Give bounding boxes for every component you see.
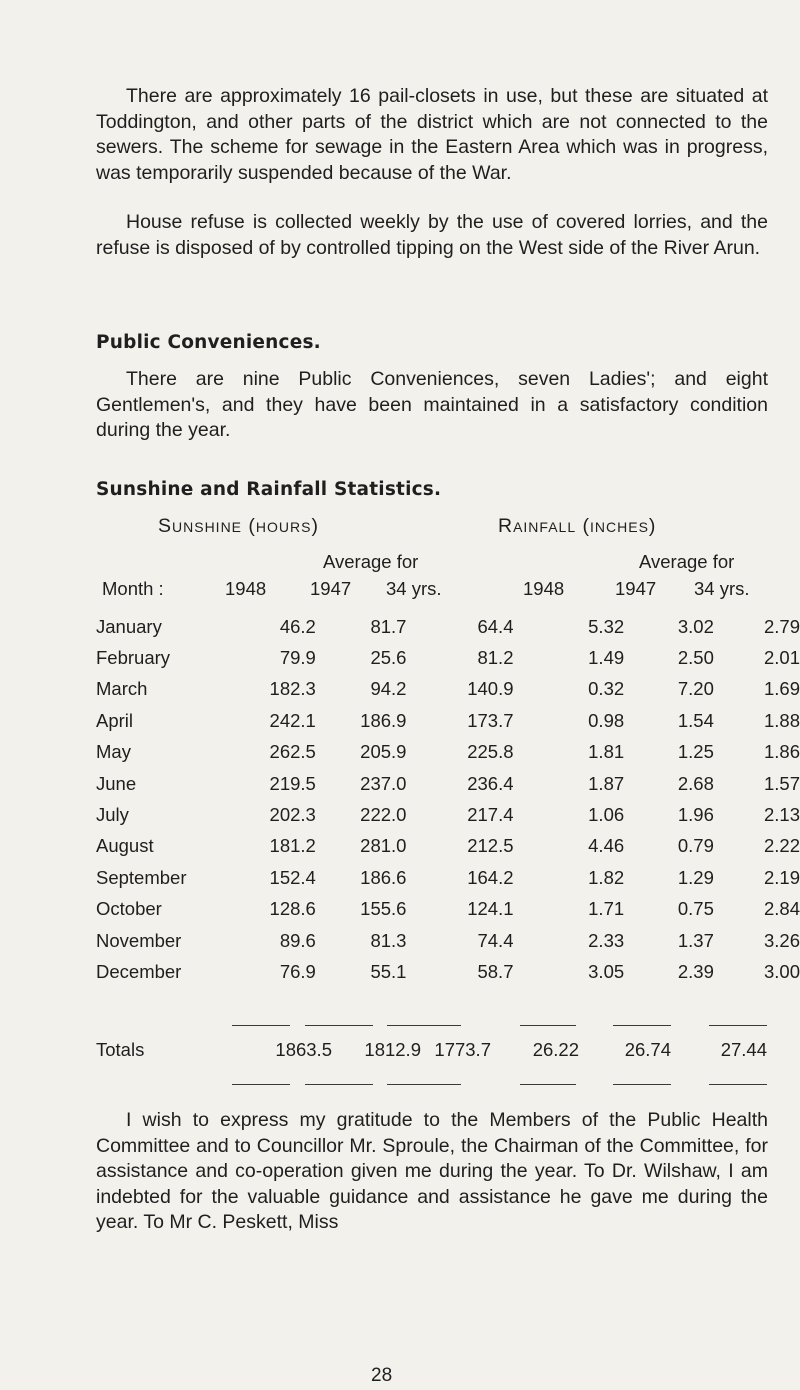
rainfall-average-label: Average for	[639, 551, 735, 572]
column-header-month: Month :	[102, 578, 164, 599]
rule-sun-1948-top	[232, 1025, 290, 1026]
cell-sun-1947: 155.6	[360, 898, 407, 920]
cell-rain-1948: 3.05	[588, 960, 625, 982]
cell-rain-1948: 1.06	[588, 804, 625, 826]
cell-sun-1947: 81.7	[370, 615, 407, 637]
cell-sun-1948: 202.3	[269, 804, 316, 826]
cell-rain-1948: 1.49	[588, 647, 625, 669]
cell-rain-avg: 3.26	[763, 929, 800, 951]
paragraph-text: There are approximately 16 pail-closets in use, but these are situated at Toddington, and other parts of the district which are not connected to the sewers. The scheme for sewage in the Eastern Area which was in progress, was temporarily suspended because of the War.	[96, 85, 768, 184]
table-row	[96, 862, 800, 893]
cell-month: October	[96, 898, 162, 920]
cell-sun-1947: 281.0	[360, 835, 407, 857]
cell-sun-avg: 81.2	[477, 647, 514, 669]
cell-rain-1947: 2.50	[677, 647, 714, 669]
cell-sun-1948: 89.6	[279, 929, 316, 951]
cell-sun-1948: 242.1	[269, 709, 316, 731]
cell-month: January	[96, 615, 162, 637]
cell-sun-1947: 55.1	[370, 960, 407, 982]
cell-rain-avg: 2.79	[763, 615, 800, 637]
table-row	[96, 956, 800, 987]
totals-sun-avg: 1773.7	[434, 1039, 491, 1060]
sunshine-average-label: Average for	[323, 551, 419, 572]
table-row	[96, 674, 800, 705]
rule-sun-1947-top	[305, 1025, 373, 1026]
column-header-rain-1947: 1947	[615, 578, 657, 599]
column-header-rain-1948: 1948	[523, 578, 565, 599]
paragraph-refuse	[96, 210, 768, 261]
cell-sun-avg: 212.5	[467, 835, 514, 857]
cell-sun-1948: 76.9	[279, 960, 316, 982]
cell-sun-1948: 152.4	[269, 866, 316, 888]
cell-rain-1947: 1.29	[677, 866, 714, 888]
cell-rain-1947: 0.79	[677, 835, 714, 857]
heading-statistics: Sunshine and Rainfall Statistics.	[96, 479, 442, 500]
cell-sun-1948: 262.5	[269, 741, 316, 763]
cell-sun-1947: 205.9	[360, 741, 407, 763]
table-row	[96, 799, 800, 830]
cell-sun-1947: 25.6	[370, 647, 407, 669]
cell-rain-avg: 2.19	[763, 866, 800, 888]
cell-rain-1947: 2.39	[677, 960, 714, 982]
cell-month: May	[96, 741, 131, 763]
cell-rain-1948: 1.82	[588, 866, 625, 888]
cell-rain-avg: 3.00	[763, 960, 800, 982]
cell-rain-avg: 1.69	[763, 678, 800, 700]
heading-public-conveniences: Public Conveniences.	[96, 332, 321, 353]
cell-rain-1947: 1.96	[677, 804, 714, 826]
rule-sun-avg-bottom	[387, 1084, 461, 1085]
cell-sun-avg: 140.9	[467, 678, 514, 700]
paragraph-gratitude	[96, 1108, 768, 1236]
paragraph-text: There are nine Public Conveniences, seven Ladies'; and eight Gentlemen's, and they have been maintained in a satisfactory condition during the year.	[96, 368, 768, 441]
paragraph-text: House refuse is collected weekly by the use of covered lorries, and the refuse is disposed of by controlled tipping on the West side of the River Arun.	[96, 211, 768, 259]
cell-sun-1948: 219.5	[269, 772, 316, 794]
rule-rain-avg-bottom	[709, 1084, 767, 1085]
column-header-sun-1947: 1947	[310, 578, 352, 599]
column-header-sun-avg: 34 yrs.	[386, 578, 442, 599]
cell-sun-1947: 186.6	[360, 866, 407, 888]
totals-sun-1947: 1812.9	[364, 1039, 421, 1060]
cell-rain-1947: 0.75	[677, 898, 714, 920]
cell-sun-1947: 237.0	[360, 772, 407, 794]
rule-rain-1948-top	[520, 1025, 576, 1026]
rule-rain-1948-bottom	[520, 1084, 576, 1085]
column-header-sun-1948: 1948	[225, 578, 267, 599]
cell-rain-avg: 2.01	[763, 647, 800, 669]
cell-rain-1948: 1.87	[588, 772, 625, 794]
cell-sun-avg: 173.7	[467, 709, 514, 731]
cell-rain-1948: 0.98	[588, 709, 625, 731]
cell-month: September	[96, 866, 187, 888]
totals-rain-1948: 26.22	[532, 1039, 579, 1060]
cell-sun-1947: 81.3	[370, 929, 407, 951]
table-row	[96, 611, 800, 642]
cell-sun-avg: 64.4	[477, 615, 514, 637]
cell-month: March	[96, 678, 148, 700]
cell-rain-1947: 1.37	[677, 929, 714, 951]
cell-month: August	[96, 835, 154, 857]
cell-sun-avg: 124.1	[467, 898, 514, 920]
cell-month: December	[96, 960, 182, 982]
column-header-rain-avg: 34 yrs.	[694, 578, 750, 599]
cell-sun-1947: 222.0	[360, 804, 407, 826]
table-row	[96, 642, 800, 673]
statistics-table-body	[96, 611, 800, 988]
cell-sun-avg: 74.4	[477, 929, 514, 951]
cell-rain-1948: 1.81	[588, 741, 625, 763]
cell-rain-1948: 1.71	[588, 898, 625, 920]
cell-rain-avg: 1.57	[763, 772, 800, 794]
cell-rain-avg: 2.84	[763, 898, 800, 920]
rule-rain-1947-top	[613, 1025, 671, 1026]
rule-rain-1947-bottom	[613, 1084, 671, 1085]
table-row	[96, 831, 800, 862]
cell-rain-1947: 7.20	[677, 678, 714, 700]
totals-rain-avg: 27.44	[720, 1039, 767, 1060]
statistics-table	[96, 611, 800, 988]
table-row	[96, 737, 800, 768]
cell-rain-avg: 1.86	[763, 741, 800, 763]
cell-sun-1947: 186.9	[360, 709, 407, 731]
rule-rain-avg-top	[709, 1025, 767, 1026]
cell-sun-avg: 58.7	[477, 960, 514, 982]
rule-sun-1948-bottom	[232, 1084, 290, 1085]
cell-rain-1948: 4.46	[588, 835, 625, 857]
paragraph-text: I wish to express my gratitude to the Members of the Public Health Committee and to Councillor Mr. Sproule, the Chairman of the Committee, for assistance and co-operation given me during the year. To Dr. Wilshaw, I am indebted for the valuable guidance and assistance he gave me during the year. To Mr C. Peskett, Miss	[96, 1109, 768, 1233]
cell-rain-avg: 2.13	[763, 804, 800, 826]
cell-sun-1948: 128.6	[269, 898, 316, 920]
totals-sun-1948: 1863.5	[275, 1039, 332, 1060]
cell-rain-1947: 1.25	[677, 741, 714, 763]
paragraph-pail-closets	[96, 84, 768, 186]
cell-month: July	[96, 804, 129, 826]
sunshine-header: Sunshine (hours)	[158, 515, 319, 537]
cell-sun-1948: 181.2	[269, 835, 316, 857]
table-row	[96, 768, 800, 799]
cell-rain-1948: 5.32	[588, 615, 625, 637]
cell-month: June	[96, 772, 137, 794]
rainfall-header: Rainfall (inches)	[498, 515, 657, 537]
cell-sun-1948: 79.9	[279, 647, 316, 669]
cell-sun-1948: 182.3	[269, 678, 316, 700]
totals-label: Totals	[96, 1039, 145, 1060]
paragraph-conveniences	[96, 367, 768, 444]
cell-sun-avg: 225.8	[467, 741, 514, 763]
table-row	[96, 705, 800, 736]
cell-rain-avg: 1.88	[763, 709, 800, 731]
table-row	[96, 925, 800, 956]
cell-month: April	[96, 709, 134, 731]
cell-rain-avg: 2.22	[763, 835, 800, 857]
cell-sun-avg: 236.4	[467, 772, 514, 794]
totals-rain-1947: 26.74	[624, 1039, 671, 1060]
cell-rain-1948: 2.33	[588, 929, 625, 951]
cell-sun-1947: 94.2	[370, 678, 407, 700]
page-number: 28	[371, 1365, 393, 1386]
cell-sun-avg: 164.2	[467, 866, 514, 888]
rule-sun-1947-bottom	[305, 1084, 373, 1085]
cell-month: February	[96, 647, 171, 669]
rule-sun-avg-top	[387, 1025, 461, 1026]
cell-rain-1947: 2.68	[677, 772, 714, 794]
cell-rain-1948: 0.32	[588, 678, 625, 700]
cell-sun-avg: 217.4	[467, 804, 514, 826]
cell-sun-1948: 46.2	[279, 615, 316, 637]
cell-rain-1947: 1.54	[677, 709, 714, 731]
cell-rain-1947: 3.02	[677, 615, 714, 637]
cell-month: November	[96, 929, 182, 951]
table-row	[96, 894, 800, 925]
